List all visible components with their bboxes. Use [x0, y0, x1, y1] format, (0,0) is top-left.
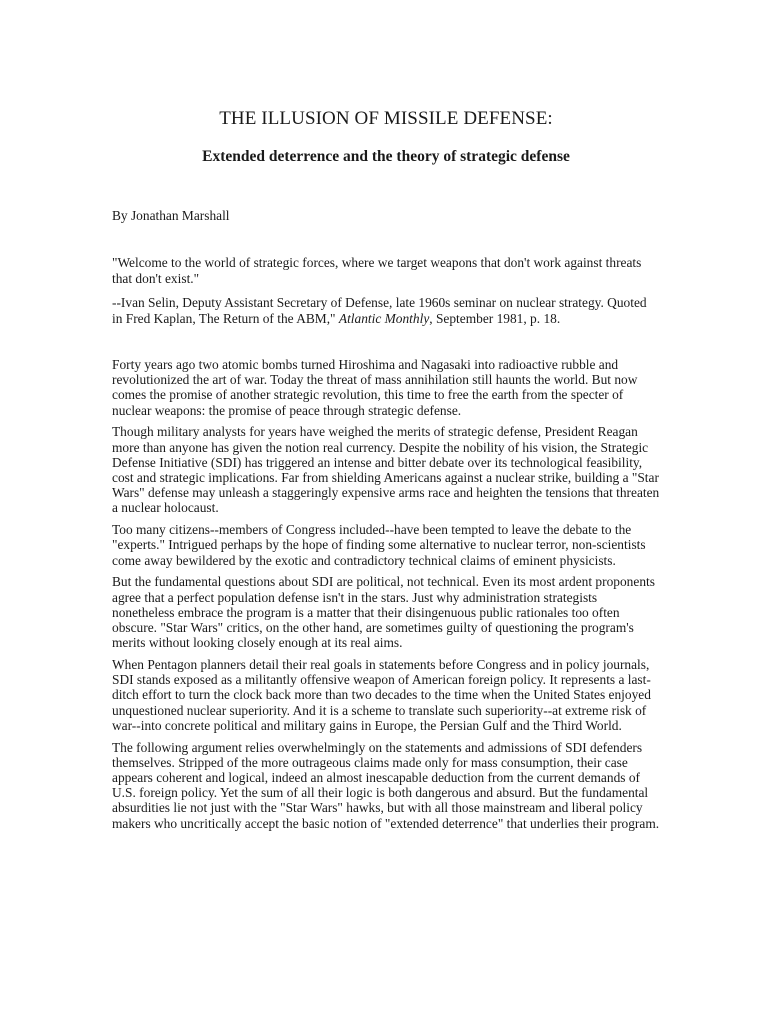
- body-text: [112, 357, 660, 837]
- attribution-prefix: --Ivan Selin, Deputy Assistant Secretary of Defense, late 1960s seminar on nuclear strategy. Quoted in Fred Kaplan, The Return of the ABM,": [112, 295, 647, 326]
- paragraph: But the fundamental questions about SDI are political, not technical. Even its most ardent proponents agree that a perfect population defense isn't in the stars. Just why administration strategists nonetheless embrace the program is a matter that their disingenuous public rationales too often obscure. "Star Wars" critics, on the other hand, are sometimes guilty of questioning the program's merits without looking closely enough at its real aims.: [112, 574, 655, 651]
- paragraph: Forty years ago two atomic bombs turned Hiroshima and Nagasaki into radioactive rubble and revolutionized the art of war. Today the threat of mass annihilation still haunts the world. But now comes the promise of another strategic revolution, this time to free the earth from the specter of nuclear weapons: the promise of peace through strategic defense.: [112, 357, 638, 418]
- epigraph-quote: "Welcome to the world of strategic forces, where we target weapons that don't work against threats that don't exist.": [112, 255, 642, 286]
- byline: By Jonathan Marshall: [112, 208, 230, 223]
- attribution-suffix: , September 1981, p. 18.: [429, 310, 561, 326]
- attribution-source: Atlantic Monthly: [338, 310, 430, 326]
- document-subtitle: Extended deterrence and the theory of strategic defense: [202, 148, 570, 165]
- document-title: THE ILLUSION OF MISSILE DEFENSE:: [219, 108, 553, 129]
- paragraph: The following argument relies overwhelmingly on the statements and admissions of SDI defenders themselves. Stripped of the more outrageous claims made only for mass consumption, their case appears coherent and logical, indeed an almost inescapable deduction from the current demands of U.S. foreign policy. Yet the sum of all their logic is both dangerous and absurd. But the fundamental absurdities lie not just with the "Star Wars" hawks, but with all those mainstream and liberal policy makers who uncritically accept the basic notion of "extended deterrence" that underlies their program.: [112, 739, 660, 831]
- paragraph: Though military analysts for years have weighed the merits of strategic defense, President Reagan more than anyone has given the notion real currency. Despite the nobility of his vision, the Strategic Defense Initiative (SDI) has triggered an intense and bitter debate over its technological feasibility, cost and strategic implications. Far from shielding Americans against a nuclear strike, building a "Star Wars" defense may unleash a staggeringly expensive arms race and heighten the tensions that threaten a nuclear holocaust.: [112, 424, 660, 516]
- paragraph: When Pentagon planners detail their real goals in statements before Congress and in policy journals, SDI stands exposed as a militantly offensive weapon of American foreign policy. It represents a last-ditch effort to turn the clock back more than two decades to the time when the United States enjoyed unquestioned nuclear superiority. And it is a scheme to translate such superiority--at extreme risk of war--into concrete political and military gains in Europe, the Persian Gulf and the Third World.: [112, 657, 651, 733]
- epigraph-attribution: [112, 295, 660, 326]
- paragraph: Too many citizens--members of Congress included--have been tempted to leave the debate to the "experts." Intrigued perhaps by the hope of finding some alternative to nuclear terror, non-scientists come away bewildered by the exotic and contradictory technical claims of eminent physicists.: [112, 522, 646, 568]
